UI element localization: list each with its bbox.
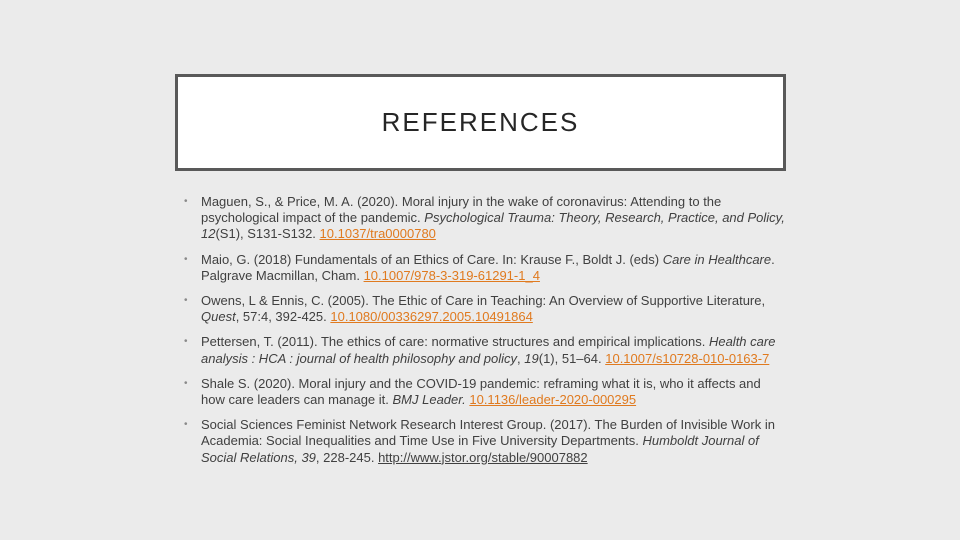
reference-journal: Quest [201,309,236,325]
reference-journal: Health care analysis : HCA : journal of health philosophy and policy [201,334,776,366]
reference-list [176,194,786,475]
bullet-icon: • [184,295,188,307]
bullet-icon: • [184,377,188,389]
bullet-icon: • [184,196,188,207]
reference-text: Pettersen, T. (2011). The ethics of care: normative structures and empirical implications. [201,334,709,350]
doi-link[interactable]: 10.1080/00336297.2005.10491864 [330,309,533,325]
bullet-icon: • [184,336,188,348]
reference-journal: BMJ Leader. [392,392,466,408]
reference-text: Shale S. (2020). Moral injury and the COVID-19 pandemic: reframing what it is, who it affects and how care leaders can manage it. [201,375,761,408]
doi-link[interactable]: 10.1136/leader-2020-000295 [469,392,637,408]
reference-text: Owens, L & Ennis, C. (2005). The Ethic of Care in Teaching: An Overview of Supportive Literature, [201,293,766,309]
doi-link[interactable]: 10.1037/tra0000780 [319,226,436,242]
reference-text: , [517,350,525,366]
reference-text: Maio, G. (2018) Fundamentals of an Ethics of Care. In: Krause F., Boldt J. (eds) [201,251,663,267]
reference-item [176,293,786,325]
slide-title: REFERENCES [381,107,580,137]
reference-item [176,194,786,243]
reference-journal: Psychological Trauma: Theory, Research, Practice, and Policy, 12 [201,210,785,242]
bullet-icon: • [184,253,188,265]
reference-journal: Humboldt Journal of Social Relations, 39 [201,433,759,465]
reference-text: . Palgrave Macmillan, Cham. [201,251,775,283]
reference-text: , 228-245. [315,449,379,465]
jstor-link[interactable]: http://www.jstor.org/stable/90007882 [378,449,588,465]
reference-text: (S1), S131-S132. [215,226,320,242]
reference-journal: Care in Healthcare [662,251,772,267]
doi-link[interactable]: 10.1007/978-3-319-61291-1_4 [363,267,540,283]
reference-text: , 57:4, 392-425. [235,309,331,325]
reference-item [176,334,786,366]
reference-volume: 19 [524,350,539,366]
reference-item [176,252,786,284]
reference-text: (1), 51–64. [538,350,606,366]
bullet-icon: • [184,419,188,431]
doi-link[interactable]: 10.1007/s10728-010-0163-7 [605,350,770,366]
title-box [175,74,786,171]
reference-text: Maguen, S., & Price, M. A. (2020). Moral injury in the wake of coronavirus: Attending to the psychological impact of the pandemic. [201,194,722,226]
reference-item [176,417,786,466]
reference-item [176,376,786,408]
reference-text: Social Sciences Feminist Network Research Interest Group. (2017). The Burden of Invisible Work in Academia: Social Inequalities and Time Use in Five University Departments. [201,417,775,449]
